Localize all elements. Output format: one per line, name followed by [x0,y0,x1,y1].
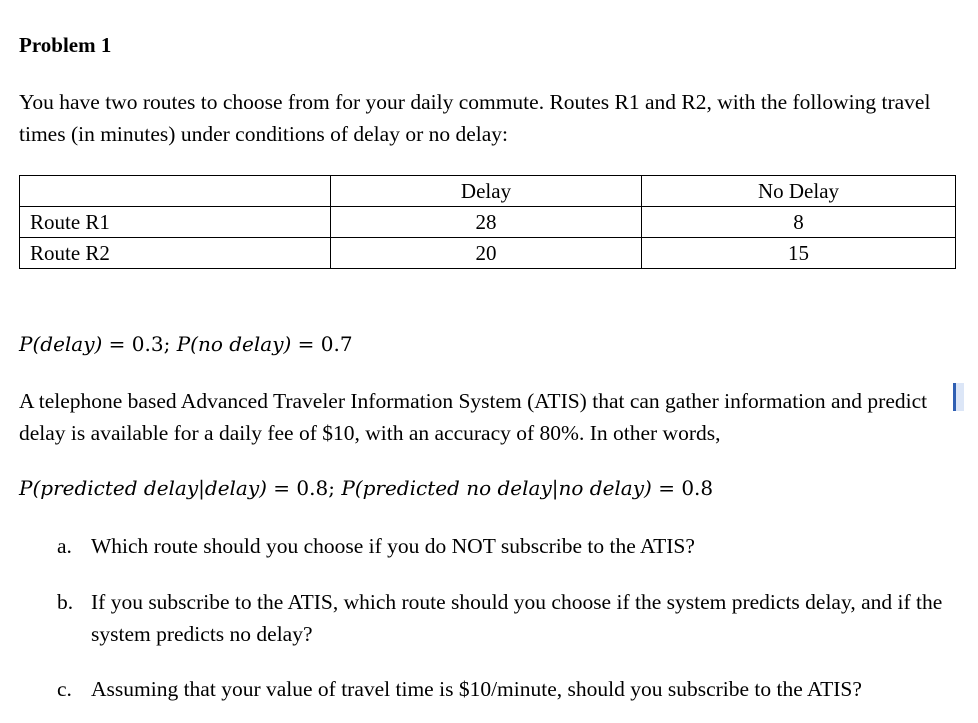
question-label: c. [57,677,72,701]
prob-predicted-delay-value: = 0.8; [266,476,342,500]
prob-delay-value: = 0.3; [102,332,177,356]
text-cursor [953,383,964,411]
no-delay-cell: 15 [642,238,956,269]
question-label: a. [57,534,72,558]
accuracy-equation [19,476,713,500]
no-delay-cell: 8 [642,207,956,238]
prob-predicted-no-delay-value: = 0.8 [651,476,714,500]
prob-no-delay-term: P(no delay) [176,332,292,356]
prob-delay-term: P(delay) [19,332,103,356]
question-label: b. [57,590,74,614]
table-header-cell [20,176,331,207]
table-row [20,207,956,238]
delay-cell: 28 [331,207,642,238]
intro-paragraph: You have two routes to choose from for your daily commute. Routes R1 and R2, with the following travel times (in minutes) under conditions of delay or no delay: [19,90,931,146]
question-text: If you subscribe to the ATIS, which route should you choose if the system predicts delay, and if the system predicts no delay? [91,590,943,646]
table-header-delay: Delay [331,176,642,207]
problem-title: Problem 1 [19,33,112,57]
route-name-cell: Route R1 [20,207,331,238]
table-header-no-delay: No Delay [642,176,956,207]
question-text: Assuming that your value of travel time is $10/minute, should you subscribe to the ATIS? [91,677,862,701]
route-name-cell: Route R2 [20,238,331,269]
atis-paragraph: A telephone based Advanced Traveler Information System (ATIS) that can gather information and predict delay is available for a daily fee of $10, with an accuracy of 80%. In other words, [19,389,928,445]
table-row [20,238,956,269]
delay-cell: 20 [331,238,642,269]
table-header-row [20,176,956,207]
travel-time-table [19,175,956,269]
prob-predicted-no-delay-term: P(predicted no delay|no delay) [341,476,652,500]
prob-no-delay-value: = 0.7 [291,332,353,356]
question-text: Which route should you choose if you do NOT subscribe to the ATIS? [91,534,695,558]
prob-predicted-delay-term: P(predicted delay|delay) [19,476,267,500]
prior-probabilities-equation [19,332,353,356]
